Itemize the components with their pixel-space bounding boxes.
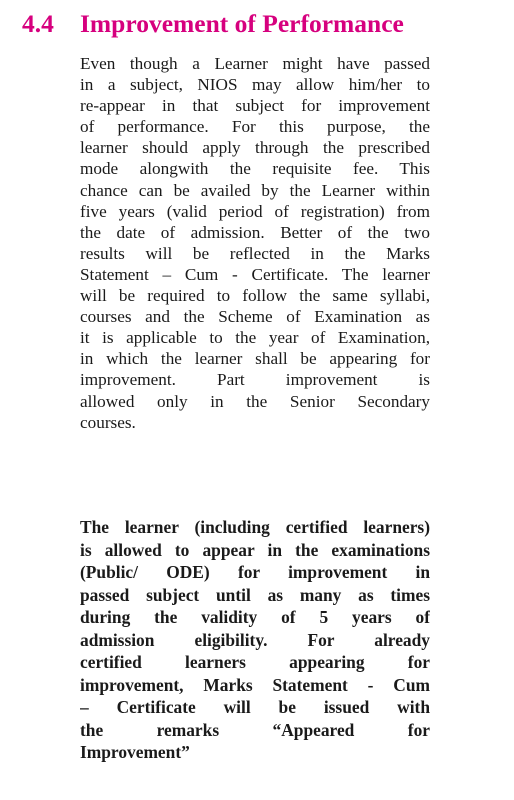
certified-learners-paragraph [80,516,430,764]
section-title: Improvement of Performance [80,9,404,38]
paragraph-line: during the validity of 5 years of [80,607,430,627]
paragraph-line: The learner (including certified learners) [80,517,430,537]
paragraph-line: learner should apply through the prescribed [80,138,430,158]
paragraph-line: (Public/ ODE) for improvement in [80,562,430,582]
paragraph-line: is allowed to appear in the examinations [80,539,430,560]
paragraph-line: in which the learner shall be appearing for [80,349,430,369]
paragraph-line: re-appear in that subject for improvement [80,96,430,116]
paragraph-line: five years (valid period of registration) from [80,201,430,221]
paragraph-line: the date of admission. Better of the two [80,222,430,242]
paragraph-line: courses. [80,412,136,432]
paragraph-line: Even though a Learner might have passed [80,54,430,73]
paragraph-line: results will be reflected in the Marks [80,243,430,263]
paragraph-line: certified learners appearing for [80,652,430,672]
section-number: 4.4 [22,9,54,38]
section-heading [22,9,404,39]
improvement-paragraph [80,53,430,433]
paragraph-line: the remarks “Appeared for [80,719,430,740]
paragraph-line: it is applicable to the year of Examination, [80,328,430,348]
paragraph-line: improvement, Marks Statement - Cum [80,674,430,695]
paragraph-line: chance can be availed by the Learner within [80,180,430,200]
paragraph-line: improvement. Part improvement is [80,370,430,390]
paragraph-line: courses and the Scheme of Examination as [80,307,430,327]
paragraph-line: Improvement” [80,742,190,762]
paragraph-line: passed subject until as many as times [80,584,430,605]
paragraph-line: admission eligibility. For already [80,629,430,650]
paragraph-line: mode alongwith the requisite fee. This [80,159,430,179]
paragraph-line: of performance. For this purpose, the [80,117,430,137]
paragraph-line: will be required to follow the same syllabi, [80,286,430,306]
paragraph-line: allowed only in the Senior Secondary [80,391,430,411]
paragraph-line: Statement – Cum - Certificate. The learner [80,264,430,284]
paragraph-line: – Certificate will be issued with [80,697,430,717]
paragraph-line: in a subject, NIOS may allow him/her to [80,75,430,95]
